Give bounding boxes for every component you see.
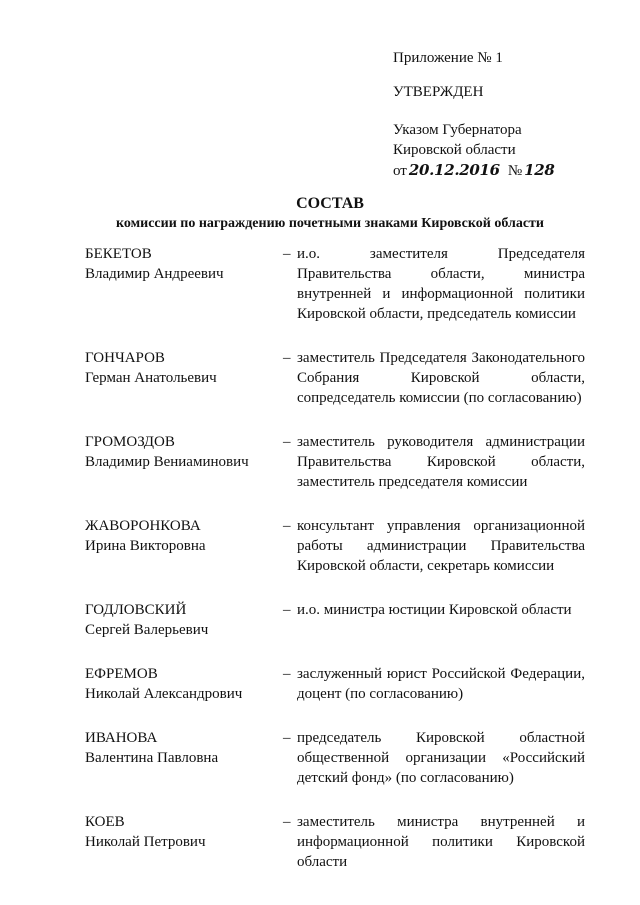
member-given-names: Владимир Вениаминович — [85, 454, 249, 470]
member-row — [85, 432, 585, 492]
decree-line-2: Кировской области — [393, 142, 516, 158]
decree-number: 128 — [524, 161, 555, 179]
member-row — [85, 244, 585, 324]
member-row — [85, 664, 585, 704]
decree-date-number — [393, 160, 613, 181]
member-name — [85, 348, 283, 388]
member-surname: ИВАНОВА — [85, 730, 158, 746]
member-given-names: Николай Александрович — [85, 686, 243, 702]
member-surname: ГОДЛОВСКИЙ — [85, 602, 187, 618]
member-name — [85, 664, 283, 704]
member-name — [85, 728, 283, 768]
member-row — [85, 728, 585, 788]
appendix-header — [393, 48, 613, 181]
member-surname: ЖАВОРОНКОВА — [85, 518, 201, 534]
member-name — [85, 516, 283, 556]
member-dash: – — [283, 246, 291, 262]
member-dash: – — [283, 434, 291, 450]
member-role: заместитель министра внутренней и информационной политики Кировской области — [297, 814, 585, 870]
member-role: председатель Кировской областной общественной организации «Российский детский фонд» (по согласованию) — [297, 730, 585, 786]
member-role: и.о. заместителя Председателя Правительства области, министра внутренней и информационной политики Кировской области, председатель комиссии — [297, 246, 585, 322]
member-row — [85, 348, 585, 408]
title-main: СОСТАВ — [296, 195, 364, 212]
member-surname: ГОНЧАРОВ — [85, 350, 165, 366]
member-row — [85, 516, 585, 576]
decree-line-1: Указом Губернатора — [393, 122, 522, 138]
approved-stamp-text: УТВЕРЖДЕН — [393, 84, 484, 100]
member-given-names: Герман Анатольевич — [85, 370, 217, 386]
decree-date: 20.12.2016 — [408, 161, 500, 179]
member-given-names: Николай Петрович — [85, 834, 206, 850]
member-given-names: Ирина Викторовна — [85, 538, 206, 554]
title-subtitle: комиссии по награждению почетными знаками Кировской области — [116, 216, 544, 231]
number-prefix: № — [507, 163, 523, 179]
member-given-names: Валентина Павловна — [85, 750, 219, 766]
member-name — [85, 432, 283, 472]
member-dash: – — [283, 518, 291, 534]
member-surname: КОЕВ — [85, 814, 125, 830]
document-title — [80, 193, 580, 233]
member-name — [85, 600, 283, 640]
member-dash: – — [283, 350, 291, 366]
member-role: и.о. министра юстиции Кировской области — [297, 602, 572, 618]
member-row — [85, 812, 585, 872]
member-surname: ГРОМОЗДОВ — [85, 434, 175, 450]
commission-members-list — [85, 244, 585, 896]
member-role: консультант управления организационной работы администрации Правительства Кировской области, секретарь комиссии — [297, 518, 585, 574]
member-dash: – — [283, 602, 291, 618]
member-dash: – — [283, 730, 291, 746]
member-role: заместитель руководителя администрации Правительства Кировской области, заместитель председателя комиссии — [297, 434, 585, 490]
member-given-names: Владимир Андреевич — [85, 266, 224, 282]
date-prefix: от — [393, 163, 407, 179]
member-dash: – — [283, 814, 291, 830]
member-given-names: Сергей Валерьевич — [85, 622, 209, 638]
member-row — [85, 600, 585, 640]
member-name — [85, 812, 283, 852]
member-surname: ЕФРЕМОВ — [85, 666, 158, 682]
member-role: заместитель Председателя Законодательного Собрания Кировской области, сопредседатель комиссии (по согласованию) — [297, 350, 585, 406]
member-role: заслуженный юрист Российской Федерации, доцент (по согласованию) — [297, 666, 585, 702]
member-surname: БЕКЕТОВ — [85, 246, 152, 262]
appendix-label: Приложение № 1 — [393, 50, 503, 66]
member-name — [85, 244, 283, 284]
member-dash: – — [283, 666, 291, 682]
